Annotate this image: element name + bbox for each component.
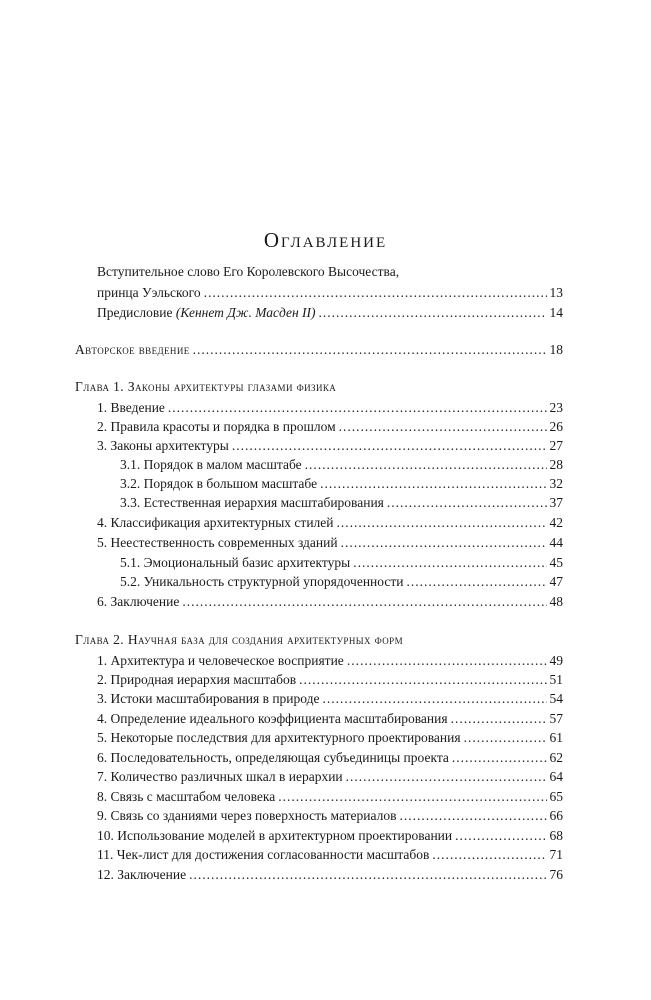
toc-entry-label: 5. Некоторые последствия для архитектурного проектирования <box>97 730 461 745</box>
toc-entry-label <box>97 303 316 323</box>
toc-entry-page: 71 <box>549 847 563 862</box>
leader-dots <box>341 533 547 553</box>
toc-entry[interactable] <box>0 670 651 690</box>
toc-entry-page: 64 <box>549 769 563 784</box>
toc-entry-label: принца Уэльского <box>97 285 201 300</box>
leader-dots <box>464 728 547 748</box>
toc-entry-label: 3. Законы архитектуры <box>97 438 229 453</box>
toc-entry-page: 49 <box>549 653 563 668</box>
toc-entry-page: 61 <box>549 730 563 745</box>
leader-dots <box>399 806 546 826</box>
toc-entry-page: 14 <box>549 305 563 320</box>
toc-entry-label: 3.3. Естественная иерархия масштабирования <box>120 495 384 510</box>
leader-dots <box>406 572 546 592</box>
leader-dots <box>337 513 547 533</box>
toc-entry[interactable] <box>0 806 651 826</box>
leader-dots <box>387 493 547 513</box>
toc-entry-page: 48 <box>549 594 563 609</box>
leader-dots <box>347 651 547 671</box>
toc-entry-label: 1. Введение <box>97 400 165 415</box>
toc-entry-page: 26 <box>549 419 563 434</box>
toc-entry-page: 57 <box>549 711 563 726</box>
toc-entry[interactable] <box>0 728 651 748</box>
toc-entry-page: 32 <box>549 476 563 491</box>
toc-entry-label: 11. Чек-лист для достижения согласованности масштабов <box>97 847 430 862</box>
leader-dots <box>319 303 547 323</box>
toc-entry-foreword[interactable] <box>0 283 651 303</box>
toc-subentry[interactable] <box>0 493 651 513</box>
leader-dots <box>339 417 547 437</box>
leader-dots <box>189 865 546 885</box>
toc-subentry[interactable] <box>0 455 651 475</box>
foreword-label-line1: Вступительное слово Его Королевского Высочества, <box>97 264 400 279</box>
toc-entry-label: 9. Связь со зданиями через поверхность материалов <box>97 808 397 823</box>
page-title: Оглавление <box>263 228 388 252</box>
toc-entry-label: 4. Определение идеального коэффициента масштабирования <box>97 711 448 726</box>
chapter-1-heading[interactable]: Глава 1. Законы архитектуры глазами физика <box>75 379 337 394</box>
toc-entry-page: 62 <box>549 750 563 765</box>
toc-entry[interactable] <box>0 826 651 846</box>
toc-entry-page: 42 <box>549 515 563 530</box>
toc-entry-page: 44 <box>549 535 563 550</box>
toc-entry-label: 5.2. Уникальность структурной упорядоченности <box>120 574 404 589</box>
toc-entry-label: 3.1. Порядок в малом масштабе <box>120 457 302 472</box>
toc-entry-intro[interactable] <box>0 340 651 360</box>
toc-entry-page: 28 <box>549 457 563 472</box>
toc-entry-preface[interactable] <box>0 303 651 323</box>
leader-dots <box>455 826 546 846</box>
toc-entry-label: 10. Использование моделей в архитектурном проектировании <box>97 828 453 843</box>
leader-dots <box>323 689 547 709</box>
toc-entry-page: 13 <box>549 285 563 300</box>
toc-entry[interactable] <box>0 398 651 418</box>
toc-entry[interactable] <box>0 533 651 553</box>
leader-dots <box>353 553 546 573</box>
toc-entry[interactable] <box>0 651 651 671</box>
toc-entry-label: 8. Связь с масштабом человека <box>97 789 276 804</box>
toc-entry-page: 54 <box>549 691 563 706</box>
toc-entry[interactable] <box>0 748 651 768</box>
preface-author: (Кеннет Дж. Масден II) <box>175 305 316 320</box>
toc-entry[interactable] <box>0 865 651 885</box>
toc-entry-label: 6. Заключение <box>97 594 180 609</box>
toc-entry[interactable] <box>0 709 651 729</box>
toc-entry-page: 66 <box>549 808 563 823</box>
toc-entry-label: 5. Неестественность современных зданий <box>97 535 338 550</box>
toc-entry-page: 76 <box>549 867 563 882</box>
toc-entry-page: 18 <box>549 342 563 357</box>
toc-entry[interactable] <box>0 417 651 437</box>
toc-entry-page: 37 <box>549 495 563 510</box>
chapter-2-heading[interactable]: Глава 2. Научная база для создания архитектурных форм <box>75 632 403 647</box>
toc-entry-label: 3.2. Порядок в большом масштабе <box>120 476 318 491</box>
toc-entry-page: 23 <box>549 400 563 415</box>
leader-dots <box>452 748 547 768</box>
leader-dots <box>278 787 546 807</box>
toc-subentry[interactable] <box>0 572 651 592</box>
toc-entry[interactable] <box>0 787 651 807</box>
leader-dots <box>305 455 547 475</box>
toc-entry[interactable] <box>0 436 651 456</box>
toc-entry-page: 65 <box>549 789 563 804</box>
toc-entry-label: 3. Истоки масштабирования в природе <box>97 691 320 706</box>
toc-entry-label: 7. Количество различных шкал в иерархии <box>97 769 343 784</box>
leader-dots <box>204 283 547 303</box>
preface-label: Предисловие <box>97 305 173 320</box>
toc-entry-page: 68 <box>549 828 563 843</box>
toc-entry-label: Авторское введение <box>75 342 190 357</box>
leader-dots <box>320 474 546 494</box>
leader-dots <box>193 340 547 360</box>
leader-dots <box>232 436 547 456</box>
toc-entry-label: 6. Последовательность, определяющая субъединицы проекта <box>97 750 449 765</box>
toc-entry-page: 27 <box>549 438 563 453</box>
toc-entry-label: 2. Правила красоты и порядка в прошлом <box>97 419 336 434</box>
toc-subentry[interactable] <box>0 553 651 573</box>
leader-dots <box>299 670 546 690</box>
toc-entry-label: 2. Природная иерархия масштабов <box>97 672 297 687</box>
toc-entry-label: 1. Архитектура и человеческое восприятие <box>97 653 344 668</box>
toc-entry-label: 12. Заключение <box>97 867 187 882</box>
toc-entry[interactable] <box>0 513 651 533</box>
toc-entry-label: 4. Классификация архитектурных стилей <box>97 515 334 530</box>
leader-dots <box>182 592 546 612</box>
toc-entry[interactable] <box>0 845 651 865</box>
toc-entry-page: 45 <box>549 555 563 570</box>
toc-entry-label: 5.1. Эмоциональный базис архитектуры <box>120 555 351 570</box>
toc-entry-page: 51 <box>549 672 563 687</box>
leader-dots <box>451 709 547 729</box>
toc-entry[interactable] <box>0 592 651 612</box>
leader-dots <box>432 845 546 865</box>
toc-entry[interactable] <box>0 767 651 787</box>
toc-entry-page: 47 <box>549 574 563 589</box>
leader-dots <box>346 767 547 787</box>
toc-subentry[interactable] <box>0 474 651 494</box>
leader-dots <box>168 398 547 418</box>
toc-entry[interactable] <box>0 689 651 709</box>
